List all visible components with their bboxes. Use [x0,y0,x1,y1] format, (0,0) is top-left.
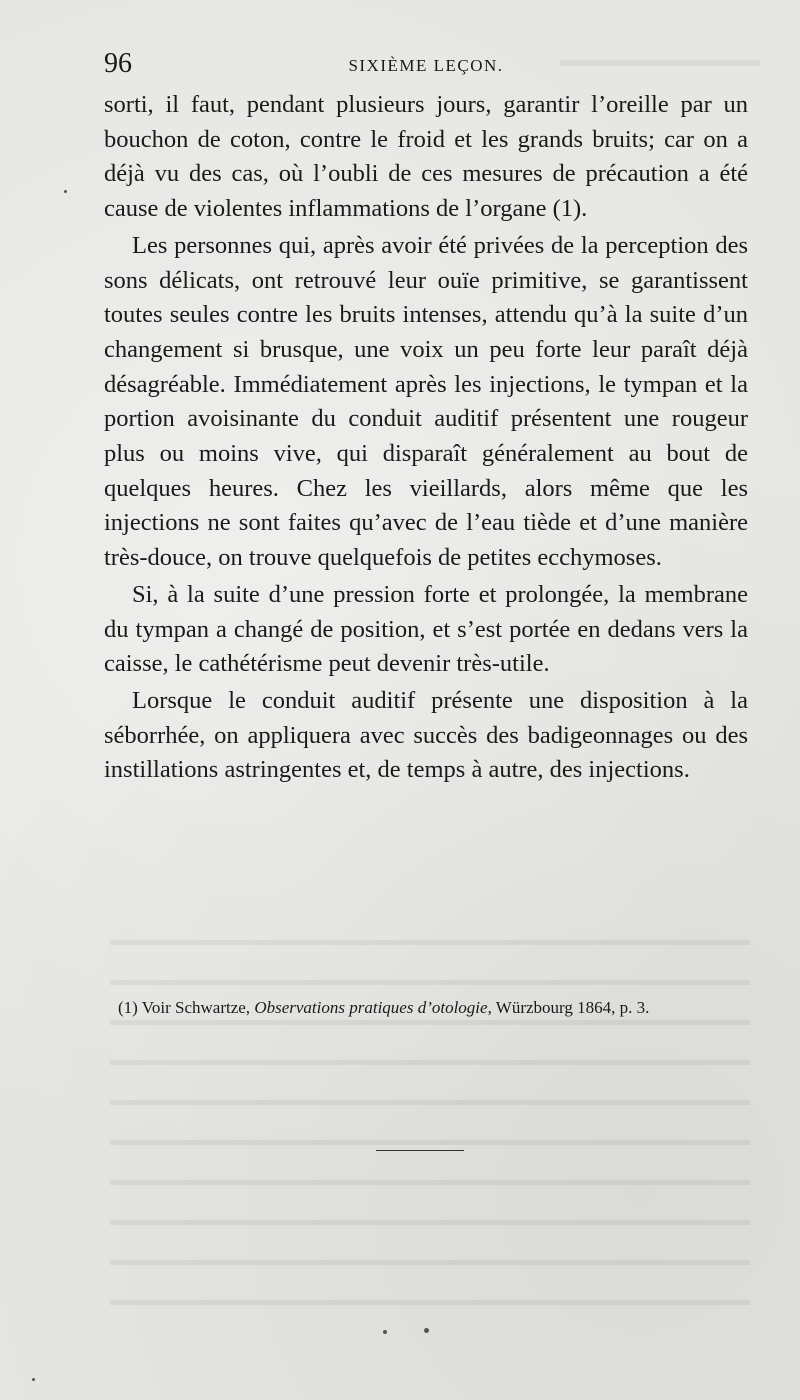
paragraph: Lorsque le conduit auditif présente une disposition à la séborrhée, on appliquera avec succès des badigeonnages ou des instillations astringentes et, de temps à autre, des injections. [104,686,748,784]
paragraph: Si, à la suite d’une pression forte et prolongée, la membrane du tympan a changé de position, et s’est portée en dedans vers la caisse, le cathétérisme peut devenir très-utile. [104,580,748,678]
running-head: SIXIÈME LEÇON. [348,56,504,75]
ink-speck [424,1328,429,1333]
footnote-prefix: Voir Schwartze, [141,998,251,1017]
footnote-title: Observations pratiques d’otologie [254,998,488,1017]
paragraph: Les personnes qui, après avoir été privées de la perception des sons délicats, ont retrouvé leur ouïe primitive, se garantissent toutes seules contre les bruits intenses, attendu qu’à la suite d’un changement si brusque, une voix un peu forte leur paraît déjà désagréable. Immédiatement après les injections, le tympan et la portion avoisinante du conduit auditif présentent une rougeur plus ou moins vive, qui disparaît généralement au bout de quelques heures. Chez les vieillards, alors même que les injections ne sont faites qu’avec de l’eau tiède et d’une manière très-douce, on trouve quelquefois de petites ecchymoses. [104,231,748,572]
page-header [104,48,748,88]
footnote-marker: (1) [118,998,138,1017]
footnote-suffix: , Würzbourg 1864, p. 3. [487,998,650,1017]
ink-speck [383,1330,387,1334]
footnote [104,998,748,1018]
main-text [104,88,748,788]
paragraph-continuation: sorti, il faut, pendant plusieurs jours, garantir l’oreille par un bouchon de coton, contre le froid et les grands bruits; car on a déjà vu des cas, où l’oubli de ces mesures de précaution a été cause de violentes inflammations de l’organe (1). [104,91,748,223]
page-number: 96 [104,48,132,79]
end-rule [376,1150,464,1151]
ink-speck [32,1378,35,1381]
ink-speck [64,190,67,193]
